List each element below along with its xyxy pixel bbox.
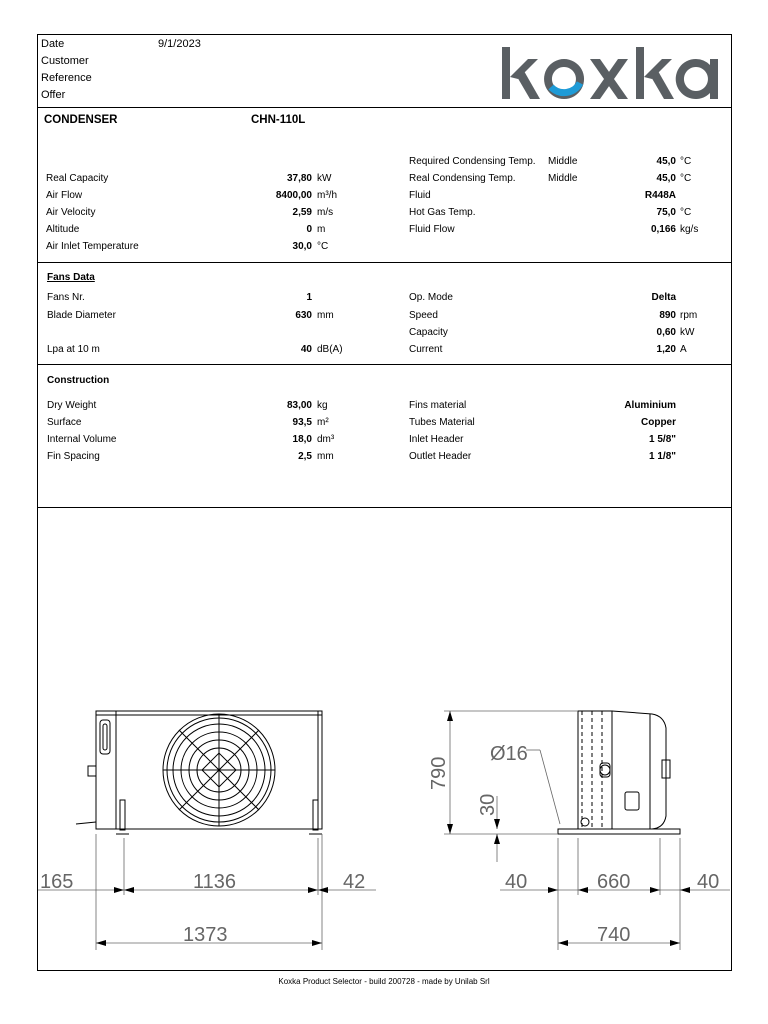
fan-unit: mm xyxy=(317,310,334,321)
construction-value: Aluminium xyxy=(624,400,676,411)
construction-title: Construction xyxy=(47,375,110,386)
perf-unit: kW xyxy=(317,173,332,184)
construction-label: Fin Spacing xyxy=(47,451,100,462)
dim-front-left-offset: 165 xyxy=(40,871,74,893)
dim-side-foot-height: 30 xyxy=(477,793,499,816)
dimension-lines xyxy=(38,711,730,950)
perf-unit: m xyxy=(317,224,326,235)
perf-value: 37,80 xyxy=(286,173,312,184)
customer-label: Customer xyxy=(41,55,89,67)
front-view xyxy=(76,711,322,834)
perf-label: Air Flow xyxy=(46,190,83,201)
perf-unit: °C xyxy=(680,156,692,167)
fan-label: Blade Diameter xyxy=(47,310,116,321)
perf-value: R448A xyxy=(644,190,676,201)
fan-label: Capacity xyxy=(409,327,448,338)
fan-unit: rpm xyxy=(680,310,698,321)
dim-side-total-depth: 740 xyxy=(597,924,631,946)
construction-value: Copper xyxy=(641,417,676,428)
perf-label: Fluid xyxy=(409,190,431,201)
fans-title: Fans Data xyxy=(47,272,95,283)
logo-registered-mark: ® xyxy=(712,94,718,101)
date-label: Date xyxy=(41,38,65,50)
product-type: CONDENSER xyxy=(44,114,118,126)
perf-value: 8400,00 xyxy=(275,190,312,201)
fan-unit: A xyxy=(680,344,687,355)
construction-label: Internal Volume xyxy=(47,434,117,445)
fan-value: 1,20 xyxy=(656,344,676,355)
construction-unit: m² xyxy=(317,417,329,428)
perf-label: Hot Gas Temp. xyxy=(409,207,476,218)
construction-label: Tubes Material xyxy=(409,417,475,428)
fan-value: 1 xyxy=(306,292,312,303)
construction-value: 1 1/8" xyxy=(649,451,676,462)
construction-value: 1 5/8" xyxy=(649,434,676,445)
perf-label: Fluid Flow xyxy=(409,224,455,235)
fan-label: Speed xyxy=(409,310,438,321)
offer-label: Offer xyxy=(41,89,66,101)
perf-value: 75,0 xyxy=(656,207,676,218)
construction-value: 83,00 xyxy=(286,400,312,411)
perf-unit: °C xyxy=(680,207,692,218)
fan-label: Fans Nr. xyxy=(47,292,85,303)
dim-side-left-offset: 40 xyxy=(505,871,528,893)
construction-label: Surface xyxy=(47,417,82,428)
construction-unit: mm xyxy=(317,451,334,462)
perf-value: 0 xyxy=(306,224,312,235)
fan-label: Op. Mode xyxy=(409,292,453,303)
perf-value: 30,0 xyxy=(292,241,312,252)
perf-unit: m/s xyxy=(317,207,334,218)
construction-label: Dry Weight xyxy=(47,400,97,411)
fan-label: Current xyxy=(409,344,443,355)
construction-unit: dm³ xyxy=(317,434,335,445)
construction-unit: kg xyxy=(317,400,328,411)
footer-text: Koxka Product Selector - build 200728 - made by Unilab Srl xyxy=(278,977,490,986)
fan-label: Lpa at 10 m xyxy=(47,344,100,355)
fan-unit: dB(A) xyxy=(317,344,343,355)
construction-value: 18,0 xyxy=(292,434,312,445)
perf-unit: kg/s xyxy=(680,224,699,235)
perf-value: 2,59 xyxy=(292,207,312,218)
dim-front-right-offset: 42 xyxy=(343,871,366,893)
fan-value: Delta xyxy=(651,292,676,303)
fan-value: 0,60 xyxy=(656,327,676,338)
dim-front-total-width: 1373 xyxy=(183,924,228,946)
perf-label: Real Capacity xyxy=(46,173,109,184)
perf-extra: Middle xyxy=(548,173,578,184)
perf-unit: °C xyxy=(317,241,329,252)
fan-value: 630 xyxy=(295,310,312,321)
perf-value: 45,0 xyxy=(656,173,676,184)
side-view xyxy=(558,711,680,834)
perf-unit: m³/h xyxy=(317,190,337,201)
construction-label: Outlet Header xyxy=(409,451,472,462)
date-value: 9/1/2023 xyxy=(158,38,201,50)
dim-front-inner-width: 1136 xyxy=(193,871,237,893)
perf-value: 45,0 xyxy=(656,156,676,167)
perf-unit: °C xyxy=(680,173,692,184)
product-model: CHN-110L xyxy=(251,114,306,126)
fan-value: 890 xyxy=(659,310,676,321)
fan-icon xyxy=(163,714,275,826)
dim-side-right-offset: 40 xyxy=(697,871,720,893)
perf-label: Required Condensing Temp. xyxy=(409,156,536,167)
fan-value: 40 xyxy=(300,344,312,355)
side-casing xyxy=(578,711,612,829)
perf-label: Altitude xyxy=(46,224,80,235)
dim-side-diameter: Ø16 xyxy=(490,743,528,765)
reference-label: Reference xyxy=(41,72,92,84)
perf-label: Air Velocity xyxy=(46,207,96,218)
perf-value: 0,166 xyxy=(650,224,676,235)
perf-label: Air Inlet Temperature xyxy=(46,241,139,252)
construction-label: Inlet Header xyxy=(409,434,464,445)
perf-extra: Middle xyxy=(548,156,578,167)
construction-label: Fins material xyxy=(409,400,467,411)
perf-label: Real Condensing Temp. xyxy=(409,173,516,184)
construction-value: 2,5 xyxy=(298,451,312,462)
fan-unit: kW xyxy=(680,327,695,338)
dim-side-inner-depth: 660 xyxy=(597,871,631,893)
side-base xyxy=(558,829,680,834)
dim-side-height: 790 xyxy=(428,756,450,790)
construction-value: 93,5 xyxy=(292,417,312,428)
dimension-labels xyxy=(40,743,719,946)
